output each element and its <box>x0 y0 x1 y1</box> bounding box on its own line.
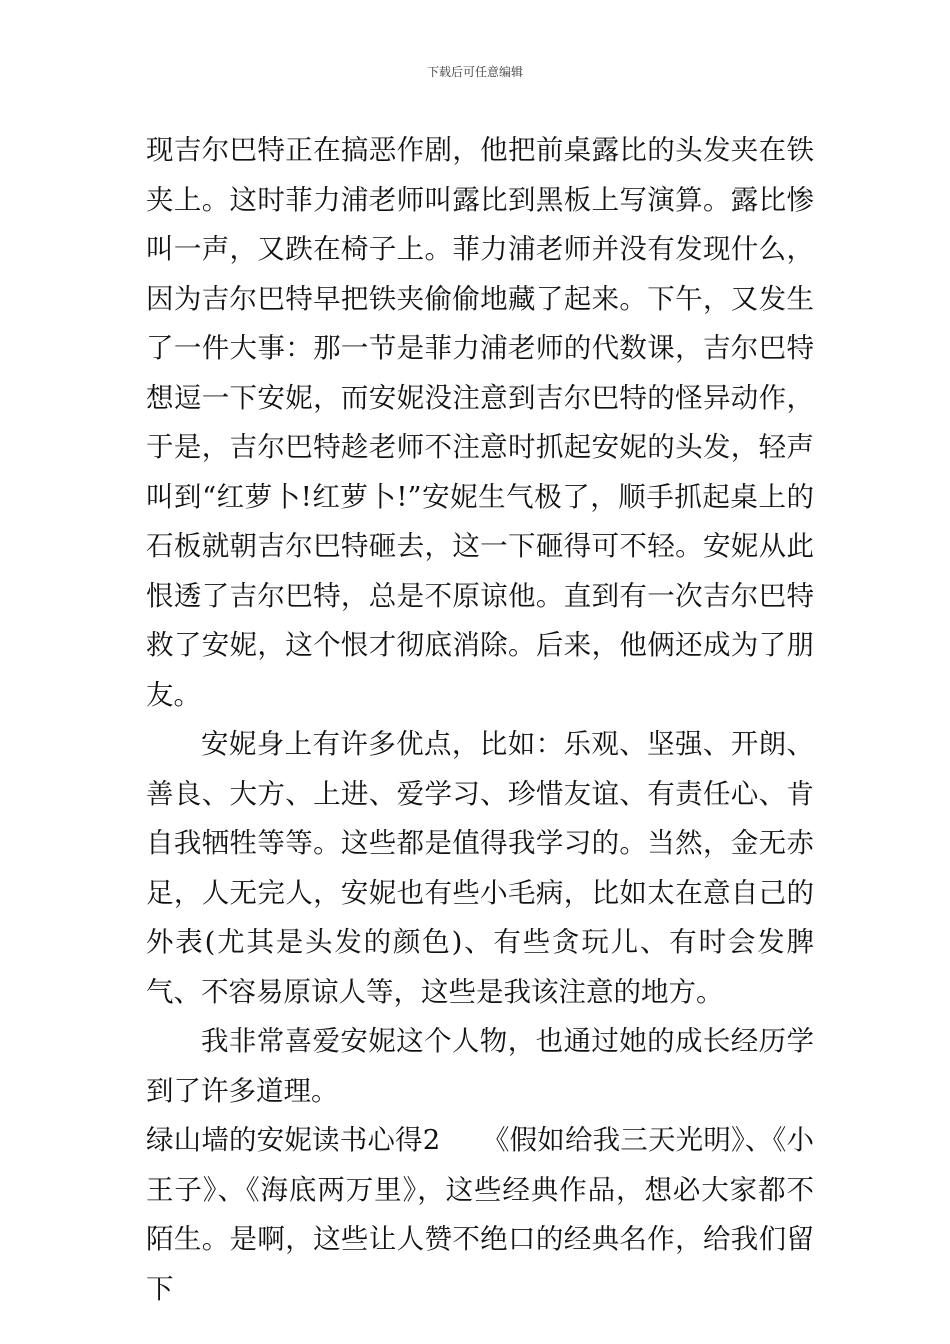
paragraph-4: 绿山墙的安妮读书心得2 《假如给我三天光明》、《小王子》、《海底两万里》，这些经典作品，想必大家都不陌生。是啊，这些让人赞不绝口的经典名作，给我们留下 <box>146 1124 814 1305</box>
page-header: 下载后可任意编辑 <box>426 65 523 79</box>
body-text <box>146 126 814 1314</box>
paragraph-1: 现吉尔巴特正在搞恶作剧，他把前桌露比的头发夹在铁夹上。这时菲力浦老师叫露比到黑板上写演算。露比惨叫一声，又跌在椅子上。菲力浦老师并没有发现什么，因为吉尔巴特早把铁夹偷偷地藏了起来。下午，又发生了一件大事：那一节是菲力浦老师的代数课，吉尔巴特想逗一下安妮，而安妮没注意到吉尔巴特的怪异动作，于是，吉尔巴特趁老师不注意时抓起安妮的头发，轻声叫到“红萝卜!红萝卜!”安妮生气极了，顺手抓起桌上的石板就朝吉尔巴特砸去，这一下砸得可不轻。安妮从此恨透了吉尔巴特，总是不原谅他。直到有一次吉尔巴特救了安妮，这个恨才彻底消除。后来，他俩还成为了朋友。 <box>146 134 814 711</box>
paragraph-3: 我非常喜爱安妮这个人物，也通过她的成长经历学到了许多道理。 <box>146 1025 814 1107</box>
paragraph-2: 安妮身上有许多优点，比如：乐观、坚强、开朗、善良、大方、上进、爱学习、珍惜友谊、有责任心、肯自我牺牲等等。这些都是值得我学习的。当然，金无赤足，人无完人，安妮也有些小毛病，比如太在意自己的外表(尤其是头发的颜色)、有些贪玩儿、有时会发脾气、不容易原谅人等，这些是我该注意的地方。 <box>146 728 814 1008</box>
